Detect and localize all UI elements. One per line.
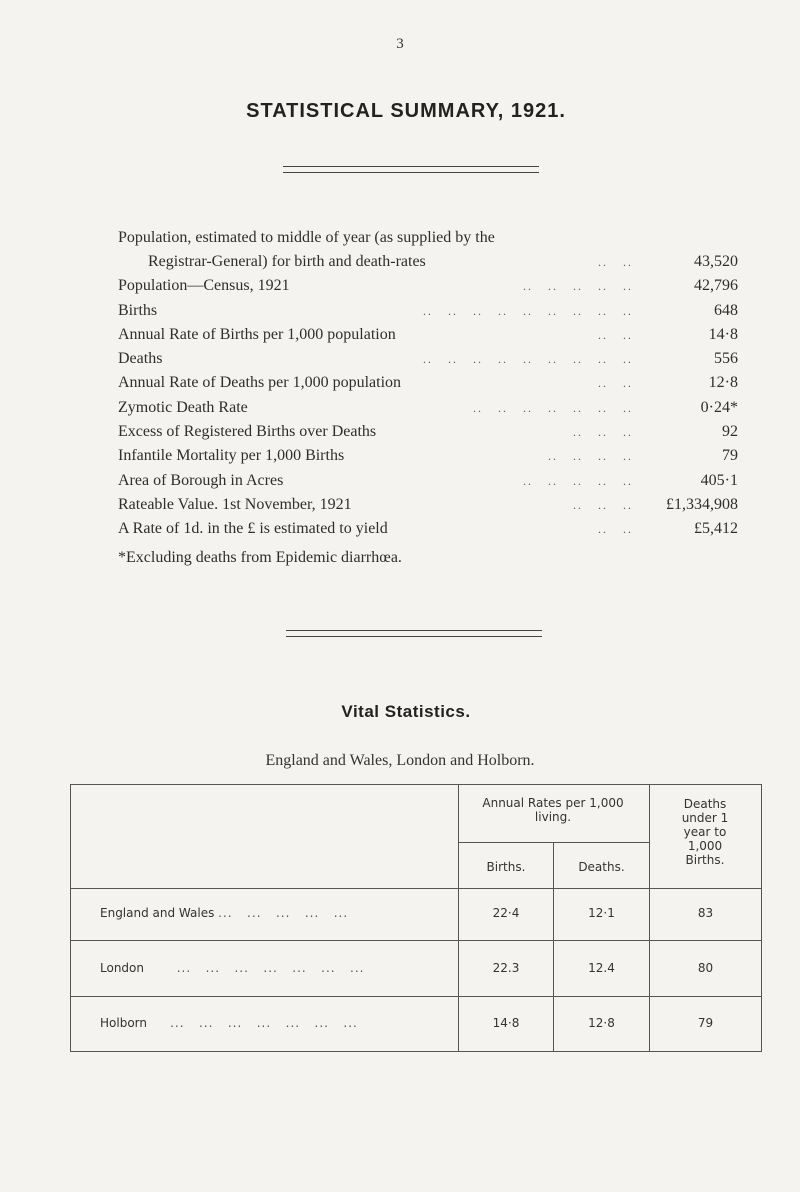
leader-dots: .. .. .. (573, 425, 633, 440)
summary-label: Deaths (118, 350, 163, 368)
summary-label: Area of Borough in Acres (118, 471, 284, 489)
summary-value: 92 (722, 423, 738, 441)
table-bottom-border (70, 1051, 762, 1052)
leader-dots: .. .. .. .. .. (523, 473, 633, 488)
summary-label: Annual Rate of Births per 1,000 population (118, 325, 396, 343)
summary-row (118, 396, 738, 420)
summary-row (118, 371, 738, 395)
summary-row (118, 347, 738, 371)
row-name: London (100, 961, 144, 975)
summary-value: 556 (714, 350, 738, 368)
leader-dots: .. .. (598, 327, 633, 342)
summary-value: £5,412 (694, 520, 738, 538)
summary-value: 43,520 (694, 253, 738, 270)
statistical-summary (118, 226, 738, 570)
row-label-england-and-wales (100, 906, 348, 920)
summary-row (118, 323, 738, 347)
cell-deaths: 12·1 (588, 906, 615, 920)
header-subrule (458, 842, 649, 843)
summary-label: Births (118, 301, 158, 319)
summary-value: £1,334,908 (666, 495, 738, 513)
summary-row (118, 517, 738, 541)
summary-intro-line: Population, estimated to middle of year (as supplied by the (118, 229, 495, 246)
summary-label: Zymotic Death Rate (118, 398, 248, 416)
header-infant-deaths: Deaths under 1 year to 1,000 Births. (681, 797, 729, 867)
cell-infant-deaths: 79 (697, 1016, 714, 1030)
summary-value: 12·8 (708, 374, 738, 392)
leader-dots: .. .. .. .. .. (523, 279, 633, 294)
cell-births: 22.3 (492, 961, 520, 975)
summary-row (118, 444, 738, 468)
cell-deaths: 12·8 (588, 1016, 615, 1030)
header-births: Births. (486, 860, 526, 874)
header-annual-rates: Annual Rates per 1,000 living. (482, 796, 624, 824)
summary-label: A Rate of 1d. in the £ is estimated to yield (118, 520, 388, 538)
row-name: England and Wales (100, 906, 215, 920)
vital-statistics-table (70, 784, 762, 1052)
leader-dots: ... ... ... ... ... (218, 906, 349, 920)
row-rule (70, 996, 762, 997)
leader-dots: .. .. (598, 255, 633, 269)
cell-deaths: 12.4 (588, 961, 615, 975)
summary-value: 79 (722, 447, 738, 465)
summary-label: Excess of Registered Births over Deaths (118, 423, 377, 441)
leader-dots: .. .. (598, 522, 633, 537)
header-bottom-rule (70, 888, 762, 889)
summary-row (118, 274, 738, 298)
table-right-border (761, 784, 762, 1052)
leader-dots: .. .. .. (573, 497, 633, 512)
leader-dots: .. .. .. .. (548, 449, 633, 464)
header-deaths: Deaths. (578, 860, 625, 874)
row-name: Holborn (100, 1016, 147, 1030)
row-label-london (100, 961, 364, 975)
summary-label: Population—Census, 1921 (118, 277, 290, 295)
page-title: STATISTICAL SUMMARY, 1921. (246, 100, 566, 122)
summary-value: 42,796 (694, 277, 738, 295)
summary-row (118, 420, 738, 444)
summary-row (118, 469, 738, 493)
cell-births: 14·8 (492, 1016, 520, 1030)
section-divider (286, 630, 542, 637)
table-left-border (70, 784, 71, 1052)
leader-dots: .. .. .. .. .. .. .. .. .. (423, 352, 633, 367)
page-number: 3 (396, 36, 404, 52)
summary-label: Infantile Mortality per 1,000 Births (118, 447, 345, 465)
leader-dots: ... ... ... ... ... ... ... (150, 1016, 358, 1030)
leader-dots: .. .. .. .. .. .. .. .. .. (423, 303, 633, 318)
vital-statistics-title: Vital Statistics. (341, 702, 471, 721)
title-divider (283, 166, 539, 173)
summary-value: 405·1 (700, 471, 738, 489)
row-label-holborn (100, 1016, 358, 1030)
summary-row (118, 493, 738, 517)
summary-label: Annual Rate of Deaths per 1,000 population (118, 374, 402, 392)
cell-infant-deaths: 83 (697, 906, 714, 920)
summary-value: 14·8 (708, 325, 738, 343)
cell-births: 22·4 (492, 906, 520, 920)
vital-statistics-subtitle: England and Wales, London and Holborn. (265, 752, 535, 769)
summary-row (118, 250, 738, 274)
summary-label: Rateable Value. 1st November, 1921 (118, 495, 352, 513)
summary-value: 648 (714, 301, 738, 319)
leader-dots: .. .. (598, 376, 633, 391)
cell-infant-deaths: 80 (697, 961, 714, 975)
footnote: *Excluding deaths from Epidemic diarrhœa. (118, 548, 402, 566)
leader-dots: ... ... ... ... ... ... ... (147, 961, 365, 975)
row-rule (70, 940, 762, 941)
leader-dots: .. .. .. .. .. .. .. (473, 400, 633, 415)
table-top-border (70, 784, 762, 785)
summary-label: Registrar-General) for birth and death-rates (148, 253, 426, 270)
summary-value: 0·24* (700, 398, 738, 416)
summary-row (118, 299, 738, 323)
